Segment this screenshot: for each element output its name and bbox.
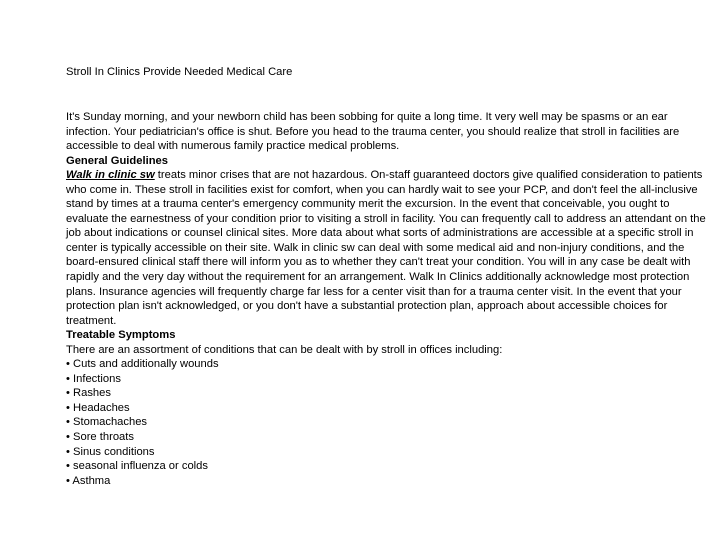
list-item: • Sinus conditions [66,445,155,458]
symptom-list [66,357,706,488]
general-guidelines-text: treats minor crises that are not hazardous. On-staff guaranteed doctors give qualified consideration to patients who come in. These stroll in facilities exist for comfort, when you can hardly wait to see your PCP, and don't feel the all-inclusive stand by times at a trauma center's emergency community merit the excursion. In the event that conceivable, you ought to evaluate the earnestness of your condition prior to visiting a stroll in facility. You can frequently call to address an attendant on the job about indications or counsel clinical sites. More data about what sorts of administrations are accessible at a specific stroll in center is typically accessible on their site. Walk in clinic sw can deal with some medical aid and non-injury conditions, and the board-ensured clinical staff there will inform you as to whether they can't treat your condition. You will in any case be dealt with rapidly and the very day without the requirement for an arrangement. Walk In Clinics additionally acknowledge most protection plans. Insurance agencies will frequently charge far less for a center visit than for a trauma center visit. In the event that your protection plan isn't acknowledged, or you don't have a substantial protection plan, approach about accessible choices for treatment. [66,169,706,327]
treatable-symptoms-intro: There are an assortment of conditions that can be dealt with by stroll in offices including: [66,343,503,356]
list-item: • Stomachaches [66,416,148,429]
section-heading-treatable-symptoms: Treatable Symptoms [66,329,176,342]
list-item: • Sore throats [66,431,134,444]
general-guidelines-paragraph [66,168,706,328]
list-item: • Cuts and additionally wounds [66,358,219,371]
list-item: • Asthma [66,474,111,487]
list-item: • seasonal influenza or colds [66,460,208,473]
intro-paragraph: It's Sunday morning, and your newborn child has been sobbing for quite a long time. It very well may be spasms or an ear infection. Your pediatrician's office is shut. Before you head to the trauma center, you should realize that stroll in facilities are accessible to deal with numerous family practice medical problems. [66,111,680,153]
list-item: • Headaches [66,401,130,414]
document-body [66,110,706,488]
list-item: • Rashes [66,387,111,400]
walk-in-clinic-link[interactable]: Walk in clinic sw [66,169,155,182]
document-title: Stroll In Clinics Provide Needed Medical Care [66,66,293,78]
list-item: • Infections [66,372,121,385]
section-heading-general-guidelines: General Guidelines [66,154,168,167]
